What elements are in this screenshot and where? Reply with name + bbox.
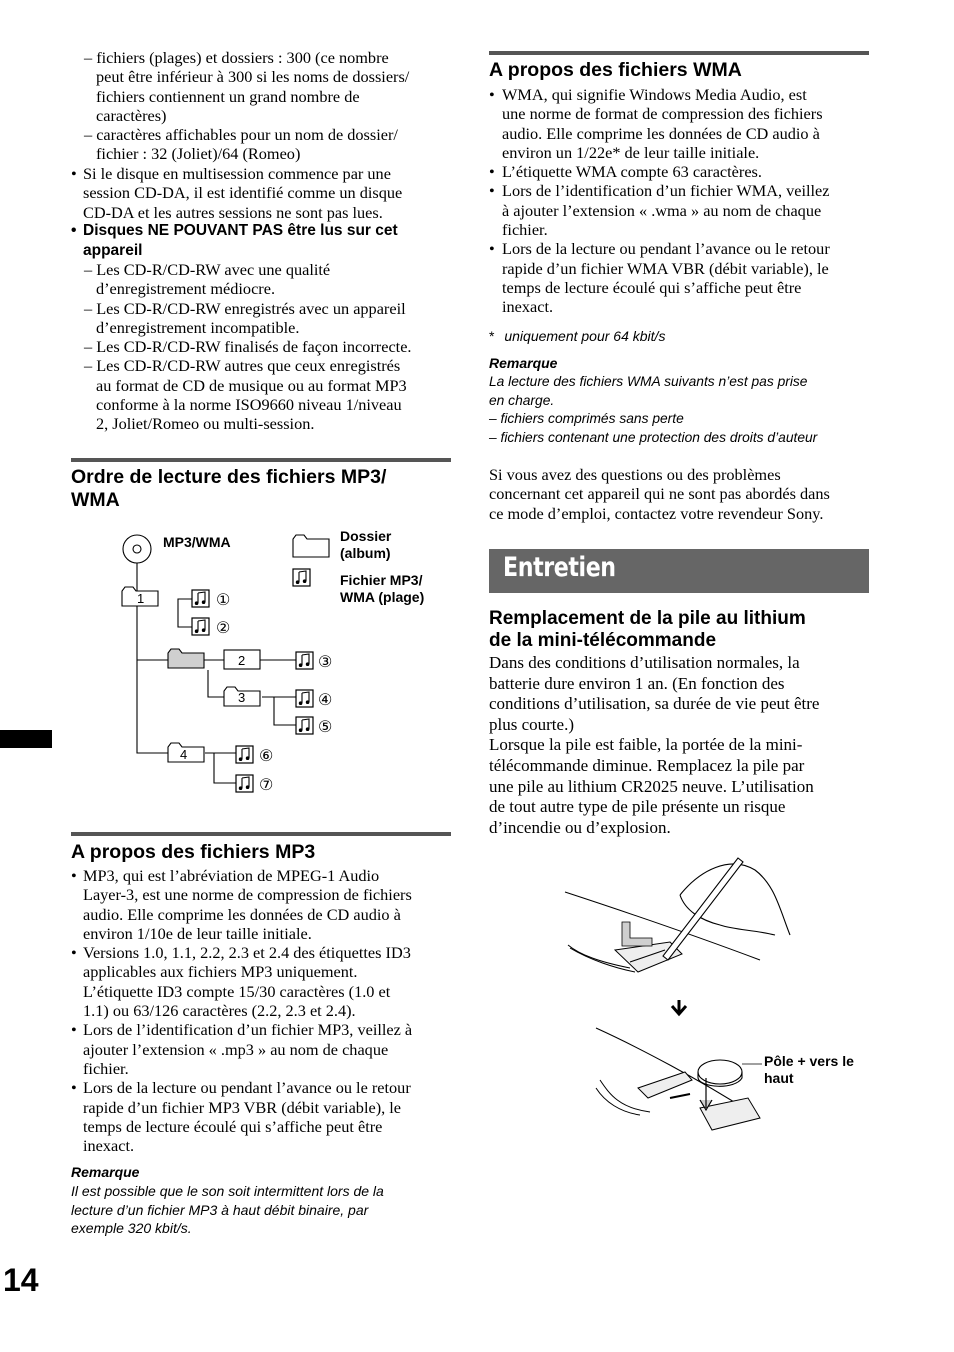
section-rule <box>489 51 869 55</box>
bullet-line: L’étiquette WMA compte 63 caractères. <box>502 162 762 182</box>
list-item-cont: au format de CD de musique ou au format MP3 <box>96 375 407 395</box>
wma-heading: A propos des fichiers WMA <box>489 59 742 81</box>
list-item: – Les CD-R/CD-RW autres que ceux enregistrés <box>84 356 401 376</box>
bullet-line: audio. Elle comprime les données de CD audio à <box>502 123 820 143</box>
section-rule <box>71 458 451 462</box>
list-item: – fichiers (plages) et dossiers : 300 (ce nombre <box>84 48 389 67</box>
bullet-line: Versions 1.0, 1.1, 2.2, 2.3 et 2.4 des étiquettes ID3 <box>83 943 411 963</box>
bullet-line: WMA, qui signifie Windows Media Audio, est <box>502 85 807 104</box>
note-line: lecture d’un fichier MP3 à haut débit binaire, par <box>71 1201 369 1218</box>
list-item: – Les CD-R/CD-RW enregistrés avec un appareil <box>84 298 406 318</box>
para-line: de tout autre type de pile présente un risque <box>489 797 786 817</box>
bullet-line: Lors de la lecture ou pendant l’avance ou le retour <box>502 239 830 259</box>
legend-line: (album) <box>340 545 391 561</box>
music-file-icon <box>236 746 253 763</box>
section-banner <box>489 549 869 593</box>
multisession-bullet: • Si le disque en multisession commence par une session CD-DA, il est identifié comme un disque CD-DA et les autres sessions ne sont pas lues. <box>71 164 403 222</box>
music-file-icon <box>192 590 209 607</box>
bullet-line: CD-DA et les autres sessions ne sont pas lues. <box>83 202 383 222</box>
order-heading <box>71 466 386 512</box>
note-line: – fichiers comprimés sans perte <box>489 411 684 426</box>
list-item-cont: d’enregistrement médiocre. <box>96 279 276 299</box>
battery-paragraph <box>489 653 819 838</box>
para-line: ce mode d’emploi, contactez votre revendeur Sony. <box>489 503 824 523</box>
bullet-line: environ 1/10e de leur taille initiale. <box>83 923 312 943</box>
list-item: – Les CD-R/CD-RW avec une qualité <box>84 260 331 279</box>
bullet-line: audio. Elle comprime les données de CD audio à <box>83 904 401 924</box>
bullet-line: fichier. <box>83 1058 129 1078</box>
footnote-text: uniquement pour 64 kbit/s <box>504 328 666 344</box>
list-item-cont: 2, Joliet/Romeo ou multi-session. <box>96 414 315 434</box>
positive-pole-label <box>764 1053 854 1087</box>
folder-number: 2 <box>238 653 246 668</box>
bullet-line: inexact. <box>83 1136 135 1156</box>
folder-number: 1 <box>137 591 145 606</box>
para-line: plus courte.) <box>489 714 574 734</box>
bullet-line: Lors de l’identification d’un fichier MP3, veillez à <box>83 1020 413 1040</box>
section-title: Entretien <box>503 552 616 583</box>
bullet-line: temps de lecture écoulé qui s’affiche peut être <box>502 277 802 297</box>
para-line: conditions d’utilisation, sa durée de vie peut être <box>489 694 820 714</box>
music-file-icon <box>296 652 313 669</box>
heading-line: Disques NE POUVANT PAS être lus sur cet <box>83 222 398 239</box>
page-number: 14 <box>3 1262 39 1298</box>
bullet-line: MP3, qui est l’abréviation de MPEG-1 Audio <box>83 866 380 885</box>
wma-note <box>489 373 817 447</box>
mp3-heading: A propos des fichiers MP3 <box>71 841 316 863</box>
music-file-icon <box>296 717 313 734</box>
music-file-icon <box>296 690 313 707</box>
root-label: MP3/WMA <box>163 534 231 550</box>
track-number: ⑥ <box>259 748 274 765</box>
note-line: exemple 320 kbit/s. <box>71 1220 192 1236</box>
legend-folder-label <box>340 528 391 562</box>
bullet-line: Si le disque en multisession commence par une <box>83 164 391 183</box>
list-item-cont: conforme à la norme ISO9660 niveau 1/niveau <box>96 395 402 415</box>
track-number: ② <box>216 620 231 637</box>
folder-number: 3 <box>238 690 246 705</box>
bullet-line: session CD-DA, il est identifié comme un disque <box>83 183 403 203</box>
list-item-cont: d’enregistrement incompatible. <box>96 317 300 337</box>
legend-line: Dossier <box>340 528 392 544</box>
mp3-note-title: Remarque <box>71 1164 140 1180</box>
para-line: télécommande diminue. Remplacez la pile par <box>489 755 805 775</box>
music-file-icon <box>236 775 253 792</box>
wma-note-title: Remarque <box>489 355 558 371</box>
list-item-cont: fichier : 32 (Joliet)/64 (Romeo) <box>96 144 301 164</box>
bullet-line: temps de lecture écoulé qui s’affiche peut être <box>83 1116 383 1136</box>
track-number: ④ <box>318 692 333 709</box>
contact-paragraph <box>489 465 830 523</box>
bullet-line: applicables aux fichiers MP3 uniquement. <box>83 962 358 982</box>
heading-line: Remplacement de la pile au lithium <box>489 608 806 629</box>
bullet-line: une norme de format de compression des fichiers <box>502 104 823 124</box>
chapter-tab <box>0 730 52 748</box>
label-line: haut <box>764 1070 794 1086</box>
list-item: – caractères affichables pour un nom de dossier/ <box>84 125 398 145</box>
bullet-line: Lors de l’identification d’un fichier WMA, veillez <box>502 181 830 201</box>
mp3-note <box>71 1182 384 1238</box>
battery-replacement-illustration <box>560 850 810 1150</box>
bullet-line: Layer-3, est une norme de compression de fichiers <box>83 885 412 905</box>
para-line: une pile au lithium CR2025 neuve. L’utilisation <box>489 776 814 796</box>
legend-line: Fichier MP3/ <box>340 572 423 588</box>
bullet-line: à ajouter l’extension « .wma » au nom de chaque <box>502 200 822 220</box>
list-item: – Les CD-R/CD-RW finalisés de façon incorrecte. <box>84 337 412 357</box>
play-order-diagram <box>110 525 455 810</box>
cannot-play-heading: • Disques NE POUVANT PAS être lus sur cet appareil <box>71 222 398 259</box>
wma-bullets: • WMA, qui signifie Windows Media Audio, est une norme de format de compression des fichiers audio. Elle comprime les données de CD audio à environ un 1/22e* de leur taille initiale. • L’étiquette WMA compte 63 caractères. • Lors de l’identification d’un fichier WMA, veillez à ajouter l’extension « .wma » au nom de chaque fichier. • Lors de la lecture ou pendant l’avance ou le retour rapide d’un fichier WMA VBR (débit variable), le temps de lecture écoulé qui s’affiche peut être inexact. <box>489 85 830 317</box>
folder-2-open <box>168 649 204 668</box>
section-rule <box>71 832 451 836</box>
para-line: batterie dure environ 1 an. (En fonction des <box>489 673 785 693</box>
music-file-icon <box>192 618 209 635</box>
note-line: La lecture des fichiers WMA suivants n’est pas prise <box>489 374 808 389</box>
list-item-cont: fichiers contiennent un grand nombre de <box>96 86 360 106</box>
mp3-bullets: • MP3, qui est l’abréviation de MPEG-1 Audio Layer-3, est une norme de compression de fichiers audio. Elle comprime les données de CD audio à environ 1/10e de leur taille initiale. • Versions 1.0, 1.1, 2.2, 2.3 et 2.4 des étiquettes ID3 applicables aux fichiers MP3 uniquement. L’étiquette ID3 compte 15/30 caractères (1.0 et 1.1) ou 63/126 caractères (2.2, 2.3 et 2.4). • Lors de l’identification d’un fichier MP3, veillez à ajouter l’extension « .mp3 » au nom de chaque fichier. • Lors de la lecture ou pendant l’avance ou le retour rapide d’un fichier MP3 VBR (débit variable), le temps de lecture écoulé qui s’affiche peut être inexact. <box>71 866 413 1156</box>
bullet-line: rapide d’un fichier WMA VBR (débit variable), le <box>502 258 829 278</box>
para-line: d’incendie ou d’explosion. <box>489 817 671 837</box>
legend-file-label <box>340 572 424 606</box>
cannot-play-list <box>84 260 412 434</box>
para-line: Si vous avez des questions ou des problèmes <box>489 465 781 484</box>
bullet-line: Lors de la lecture ou pendant l’avance ou le retour <box>83 1078 411 1098</box>
bullet-line: environ un 1/22e* de leur taille initiale. <box>502 142 760 162</box>
para-line: Dans des conditions d’utilisation normales, la <box>489 653 800 672</box>
bullet-line: L’étiquette ID3 compte 15/30 caractères (1.0 et <box>83 981 391 1001</box>
track-number: ⑦ <box>259 777 274 794</box>
track-number: ③ <box>318 654 333 671</box>
track-number: ⑤ <box>318 719 333 736</box>
label-line: Pôle + vers le <box>764 1053 854 1069</box>
note-line: en charge. <box>489 392 555 408</box>
legend-file-icon <box>293 569 310 586</box>
heading-line: WMA <box>71 489 120 511</box>
heading-line: appareil <box>83 242 143 259</box>
legend-line: WMA (plage) <box>340 589 425 605</box>
battery-heading <box>489 608 806 652</box>
folder-number: 4 <box>180 747 188 762</box>
note-line: Il est possible que le son soit intermittent lors de la <box>71 1183 384 1199</box>
bullet-line: rapide d’un fichier MP3 VBR (débit variable), le <box>83 1097 402 1117</box>
list-item-cont: peut être inférieur à 300 si les noms de dossiers/ <box>96 67 410 87</box>
folder-limits-list <box>84 48 409 164</box>
bullet-line: fichier. <box>502 220 548 240</box>
heading-line: de la mini-télécommande <box>489 630 717 651</box>
bullet-line: 1.1) ou 63/126 caractères (2.2, 2.3 et 2.4). <box>83 1001 356 1021</box>
bullet-line: ajouter l’extension « .mp3 » au nom de chaque <box>83 1039 389 1059</box>
para-line: concernant cet appareil qui ne sont pas abordés dans <box>489 484 830 504</box>
list-item-cont: caractères) <box>96 105 167 125</box>
bullet-line: inexact. <box>502 297 554 317</box>
para-line: Lorsque la pile est faible, la portée de la mini- <box>489 735 803 755</box>
heading-line: Ordre de lecture des fichiers MP3/ <box>71 466 387 488</box>
footnote-mark: * <box>489 328 495 344</box>
footnote <box>489 327 665 346</box>
legend-folder-icon <box>293 535 329 557</box>
track-number: ① <box>216 592 231 609</box>
note-line: – fichiers contenant une protection des droits d’auteur <box>489 429 818 445</box>
